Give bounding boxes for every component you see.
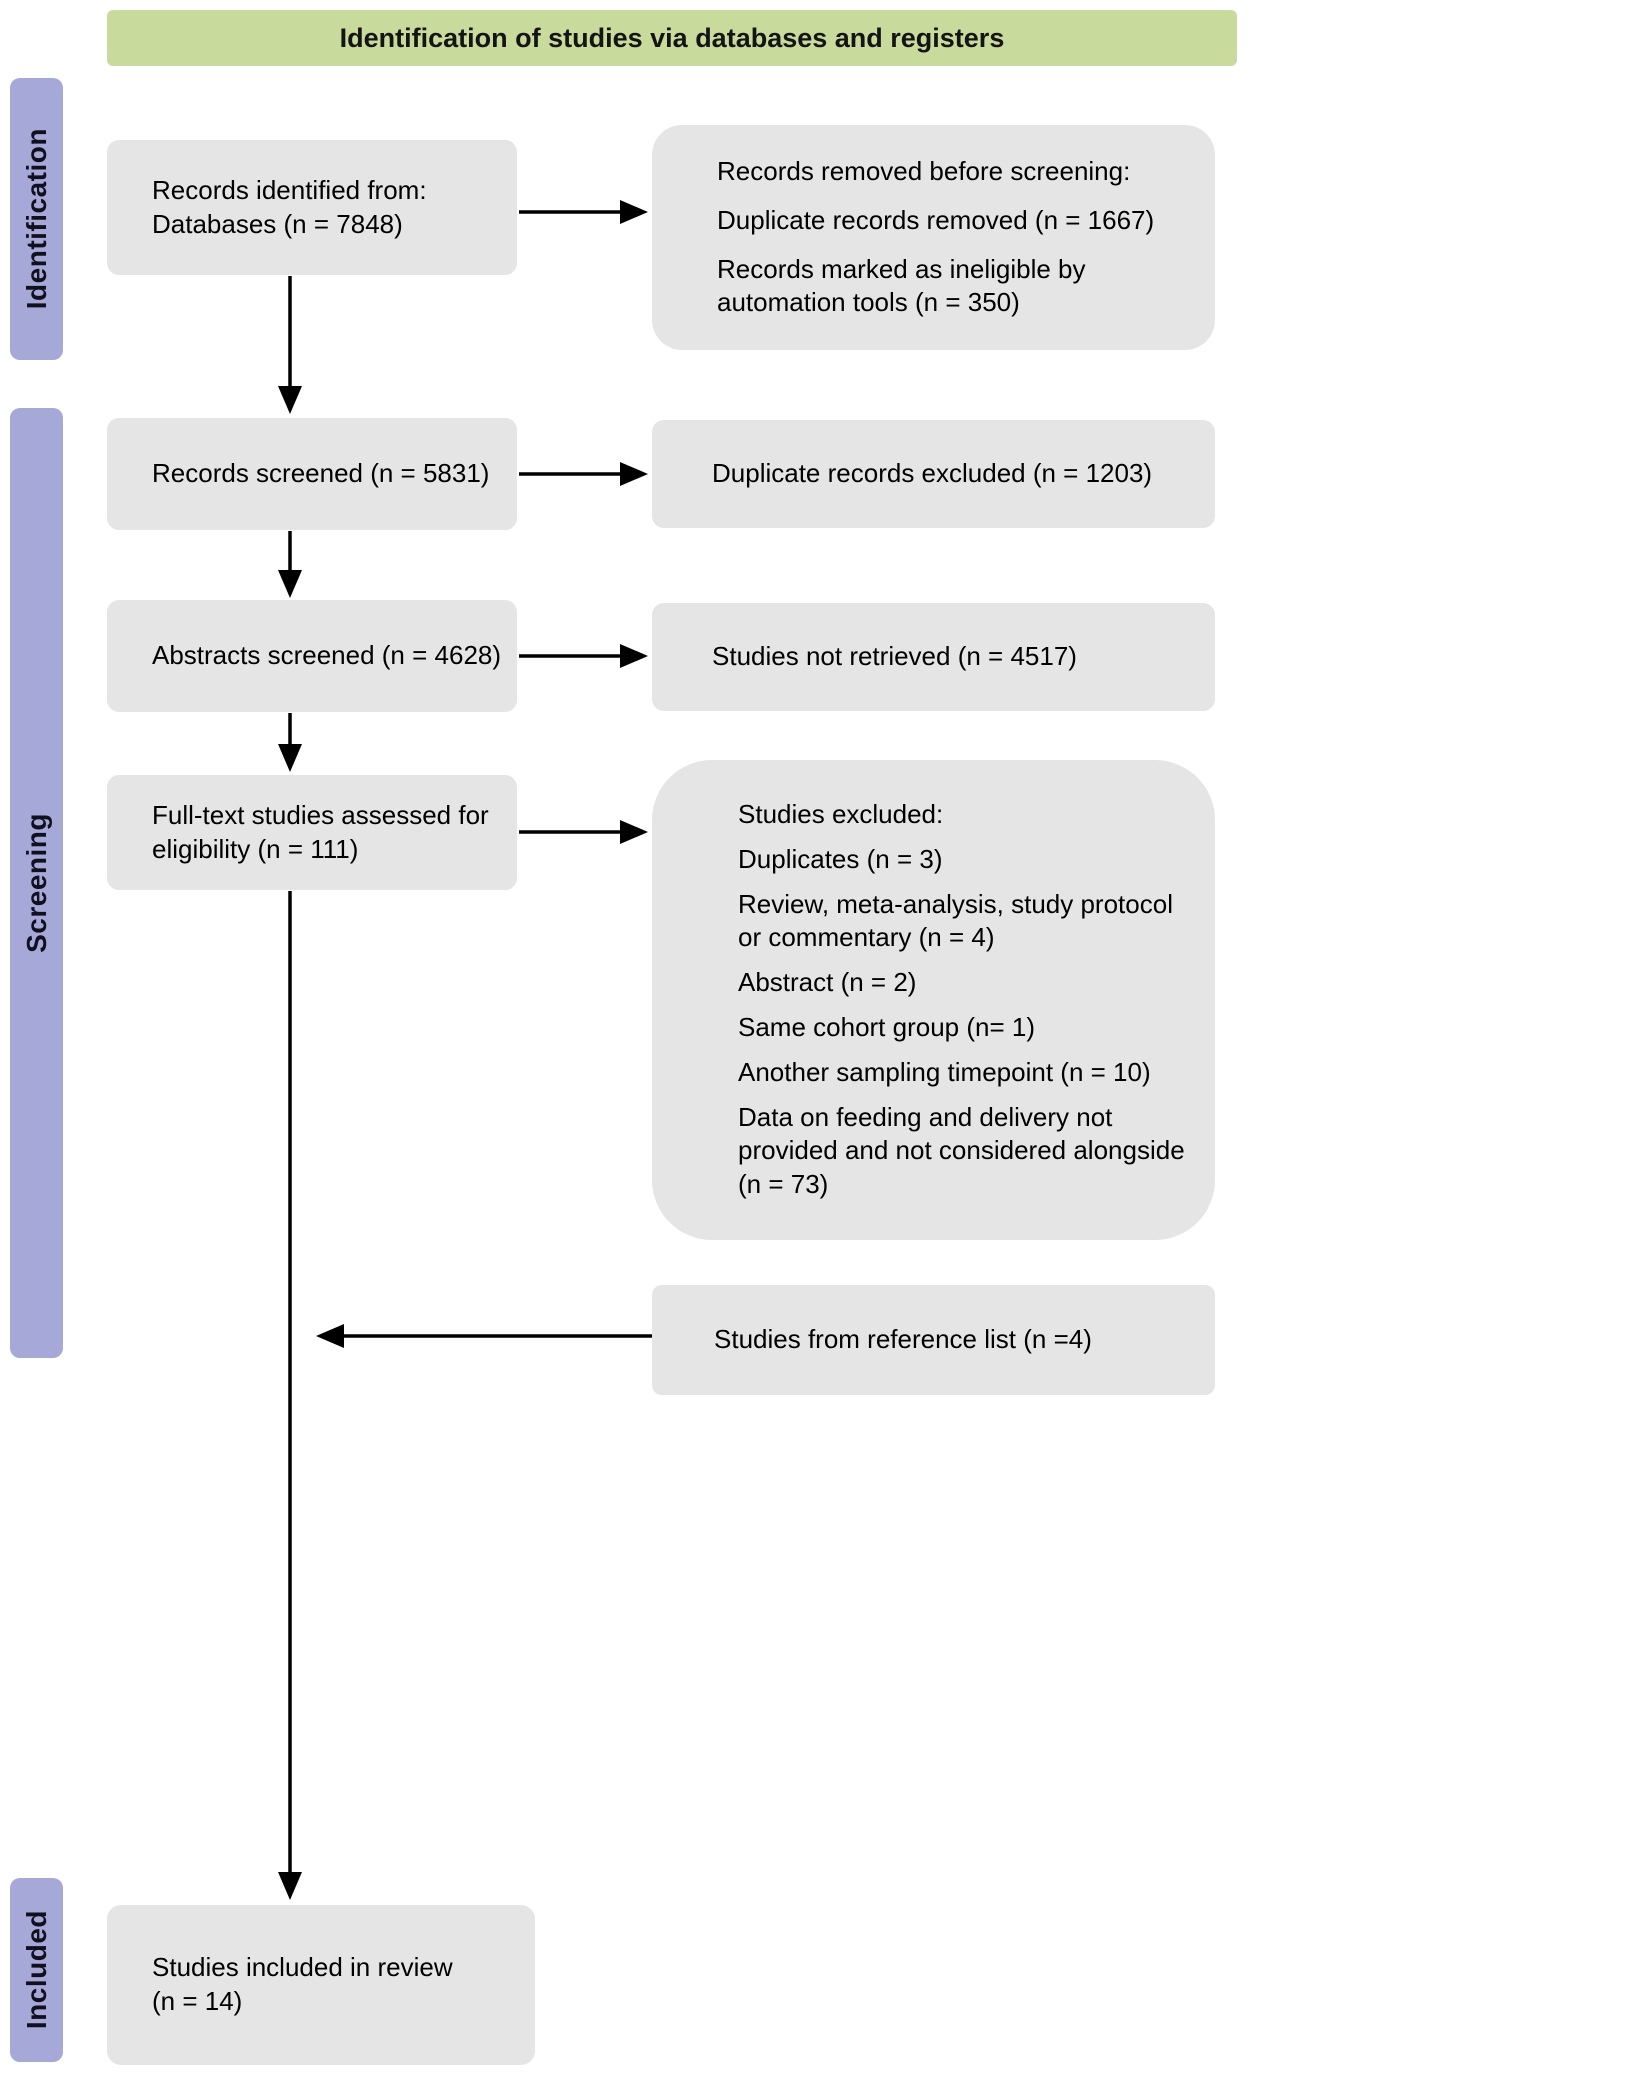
arrow-fulltext-right [519,820,648,844]
diagram-title: Identification of studies via databases and registers [339,22,1005,53]
arrow-abstracts-down [278,713,302,772]
excluded-reason: Data on feeding and delivery not provided and not considered alongside (n = 73) [738,1101,1185,1200]
stage-bar-included [10,1878,63,2062]
records-screened-text: Records screened (n = 5831) [152,458,490,489]
studies-included-line1: Studies included in review [152,1952,453,1983]
box-reference-list [652,1285,1215,1395]
stage-label-included: Included [20,1910,52,2030]
arrow-identified-down [278,276,302,414]
records-removed-reason: Duplicate records removed (n = 1667) [717,204,1155,235]
diagram-title-banner [107,10,1237,66]
box-records-identified [107,140,517,275]
studies-included-line2: (n = 14) [152,1986,243,2016]
arrow-abstracts-right [519,644,648,668]
excluded-reason: Review, meta-analysis, study protocol or commentary (n = 4) [738,888,1173,953]
box-studies-not-retrieved [652,603,1215,711]
arrow-screened-right [519,462,648,486]
stage-bar-identification [10,78,63,360]
records-identified-line2: Databases (n = 7848) [152,208,403,239]
arrow-fulltext-down-long [278,891,302,1900]
records-identified-line1: Records identified from: [152,174,427,205]
box-records-removed [652,125,1215,350]
records-removed-reason: Records marked as ineligible by automation tools (n = 350) [717,253,1086,318]
duplicates-excluded-text: Duplicate records excluded (n = 1203) [712,458,1153,489]
arrow-screened-down [278,531,302,598]
records-removed-title: Records removed before screening: [717,155,1131,186]
stage-label-screening: Screening [20,813,52,953]
excluded-reason: Abstract (n = 2) [738,967,917,998]
stage-label-identification: Identification [20,128,52,310]
fulltext-assessed-line2: eligibility (n = 111) [152,833,359,864]
excluded-reason: Duplicates (n = 3) [738,843,943,874]
arrow-identified-right [519,200,648,224]
studies-excluded-title: Studies excluded: [738,799,944,830]
stage-bar-screening [10,408,63,1358]
excluded-reason: Same cohort group (n= 1) [738,1012,1035,1042]
studies-not-retrieved-text: Studies not retrieved (n = 4517) [712,641,1077,672]
abstracts-screened-text: Abstracts screened (n = 4628) [152,640,502,671]
fulltext-assessed-line1: Full-text studies assessed for [152,799,489,830]
box-records-screened [107,418,517,530]
arrow-reference-left [316,1324,652,1348]
box-fulltext-assessed [107,775,517,890]
box-duplicates-excluded [652,420,1215,528]
reference-list-text: Studies from reference list (n =4) [714,1324,1092,1355]
box-studies-included [107,1905,535,2065]
box-studies-excluded [652,760,1215,1240]
excluded-reason: Another sampling timepoint (n = 10) [738,1056,1151,1087]
box-abstracts-screened [107,600,517,712]
